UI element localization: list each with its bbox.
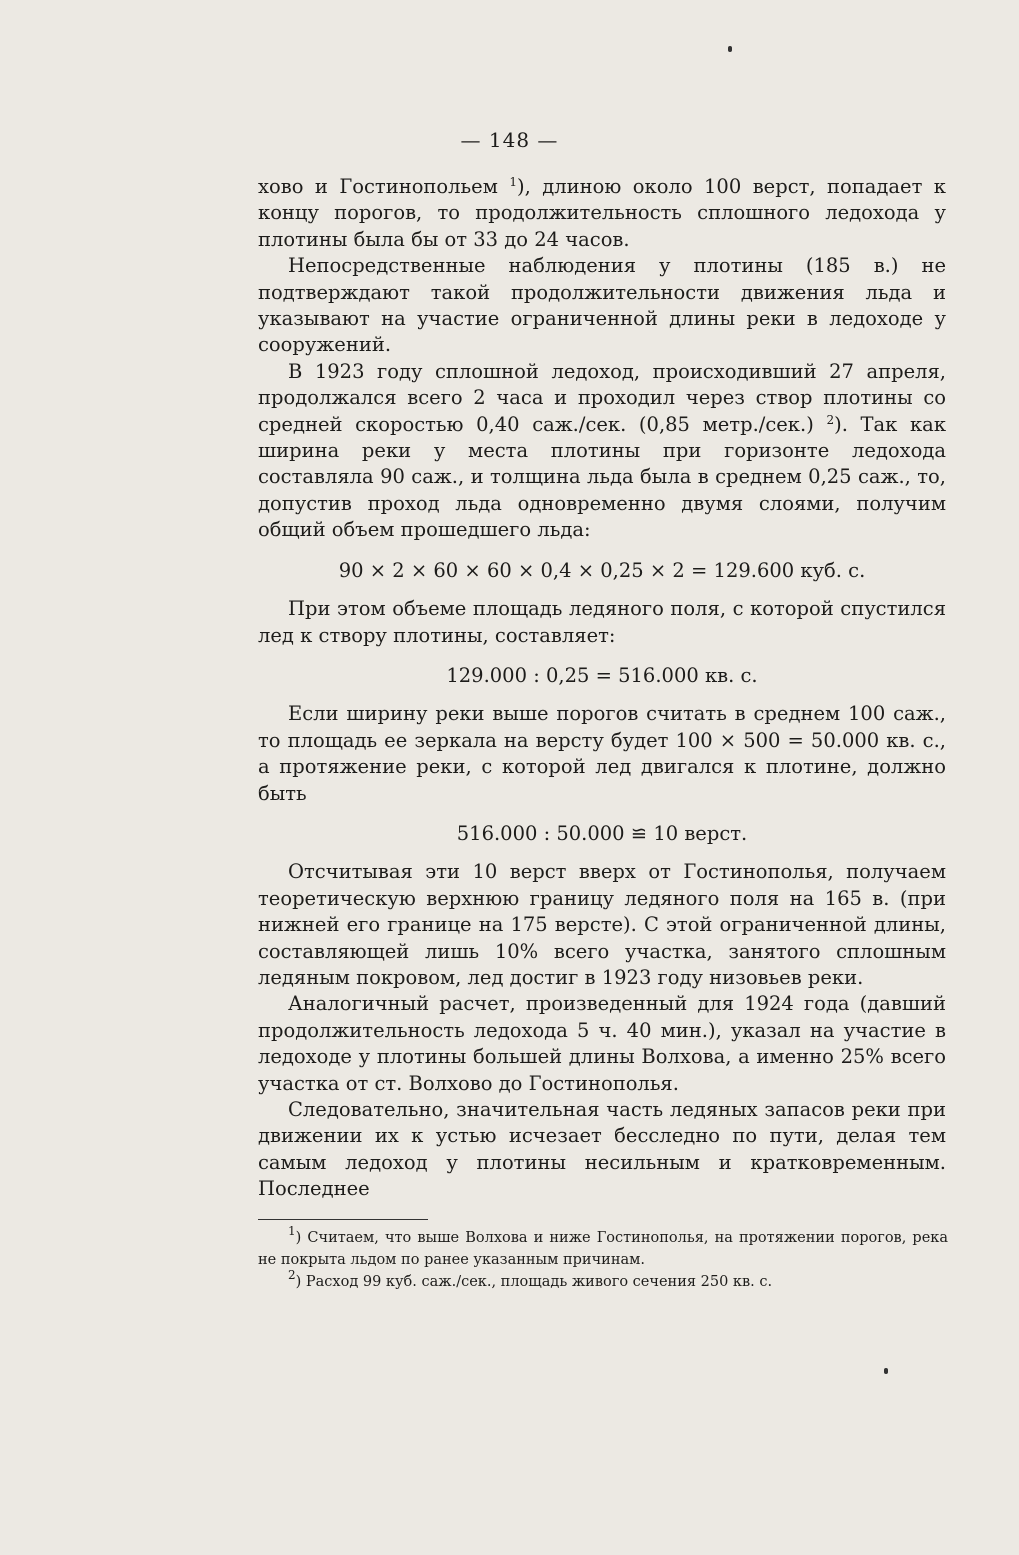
footnotes bbox=[258, 1219, 948, 1293]
footnote-ref: 1 bbox=[509, 175, 517, 189]
page-number: — 148 — bbox=[460, 128, 559, 152]
paragraph: хово и Гостинопольем $^1$), длиною около 100 верст, попадает к концу порогов, то продолжительность сплошного ледохода у плотины была бы от 33 до 24 часов. bbox=[258, 175, 946, 251]
paragraph: В 1923 году сплошной ледоход, происходивший 27 апреля, продолжался всего 2 часа и проходил через створ плотины со средней скоростью 0,40 саж./сек. (0,85 метр./сек.) $^2$). Так как ширина реки у места плотины при горизонте ледохода составляла 90 саж., и толщина льда была в среднем 0,25 саж., то, допустив проход льда одновременно двумя слоями, получим общий объем прошедшего льда: bbox=[258, 359, 946, 542]
footnote: $^2$) Расход 99 куб. саж./сек., площадь живого сечения 250 кв. с. bbox=[288, 1268, 773, 1290]
paragraph: Если ширину реки выше порогов считать в среднем 100 саж., то площадь ее зеркала на версту будет 100 × 500 = 50.000 кв. с., а протяжение реки, с которой лед двигался к плотине, должно быть bbox=[258, 702, 946, 805]
paragraph: Аналогичный расчет, произведенный для 1924 года (давший продолжительность ледохода 5 ч. 40 мин.), указал на участие в ледоходе у плотины большей длины Волхова, а именно 25% всего участка от ст. Волхово до Гостинополья. bbox=[258, 992, 946, 1095]
footnote-rule bbox=[258, 1219, 428, 1220]
equation: 516.000 : 50.000 ≌ 10 верст. bbox=[456, 821, 748, 845]
equation: 90 × 2 × 60 × 60 × 0,4 × 0,25 × 2 = 129.600 куб. с. bbox=[338, 558, 866, 582]
paragraph: Следовательно, значительная часть ледяных запасов реки при движении их к устью исчезает бесследно по пути, делая тем самым ледоход у плотины несильным и кратковременным. Последнее bbox=[258, 1098, 946, 1201]
paragraph: Отсчитывая эти 10 верст вверх от Гостинополья, получаем теоретическую верхнюю границу ледяного поля на 165 в. (при нижней его границе на 175 версте). С этой ограниченной длины, составляющей лишь 10% всего участка, занятого сплошным ледяным покровом, лед достиг в 1923 году низовьев реки. bbox=[258, 860, 946, 989]
equation: 129.000 : 0,25 = 516.000 кв. с. bbox=[446, 663, 758, 687]
paragraph: При этом объеме площадь ледяного поля, с которой спустился лед к створу плотины, составляет: bbox=[258, 597, 946, 647]
scan-speck bbox=[728, 46, 732, 52]
footnote: $^1$) Считаем, что выше Волхова и ниже Гостинополья, на протяжении порогов, река не покрыта льдом по ранее указанным причинам. bbox=[258, 1224, 948, 1268]
scan-speck bbox=[884, 1368, 888, 1374]
body-text bbox=[258, 174, 946, 1203]
paragraph: Непосредственные наблюдения у плотины (185 в.) не подтверждают такой продолжительности движения льда и указывают на участие ограниченной длины реки в ледоходе у сооружений. bbox=[258, 254, 946, 357]
footnote-ref: 2 bbox=[826, 412, 835, 427]
